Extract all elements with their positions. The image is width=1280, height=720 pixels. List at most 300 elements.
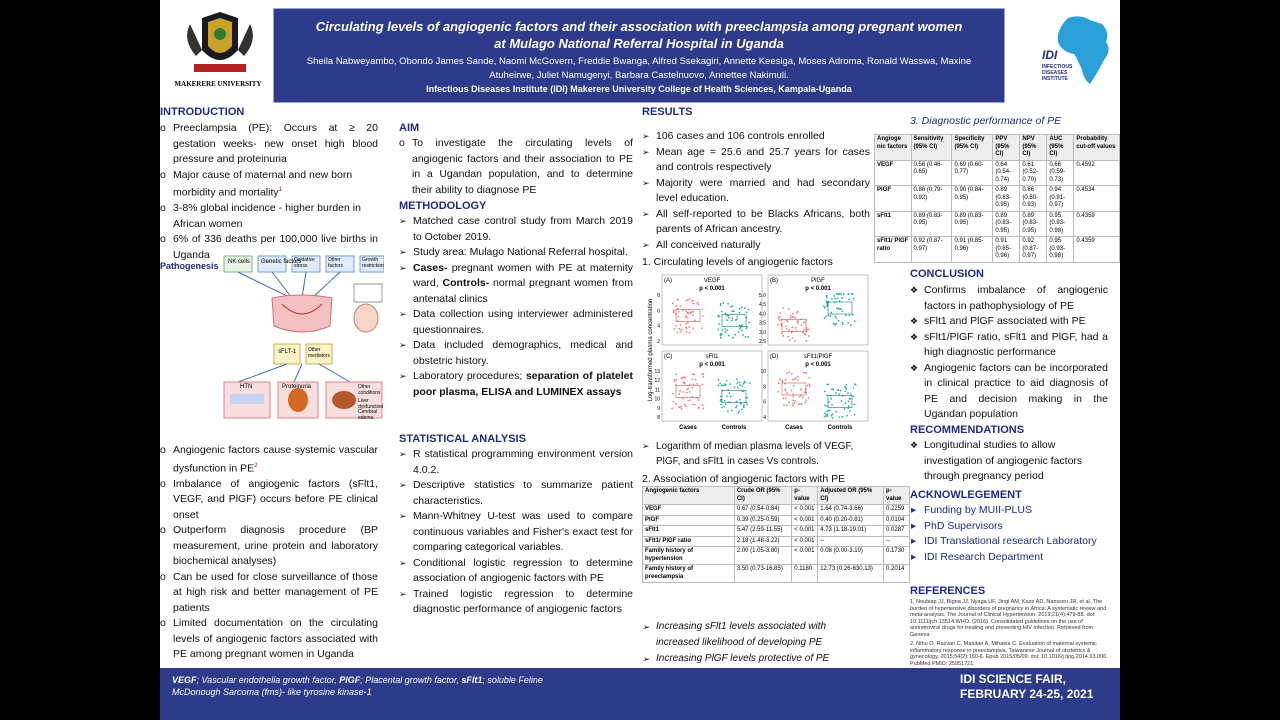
control-point <box>841 297 843 299</box>
control-point <box>831 298 833 300</box>
case-point <box>809 386 811 388</box>
control-point <box>830 398 832 400</box>
diagram-label: Liver dysfunction <box>358 398 384 410</box>
case-point <box>803 329 805 331</box>
control-point <box>743 405 745 407</box>
case-point <box>802 371 804 373</box>
control-point <box>720 304 722 306</box>
control-point <box>725 403 727 405</box>
control-point <box>824 412 826 414</box>
diagram-label: Cerebral edema <box>358 409 378 421</box>
case-point <box>680 377 682 379</box>
case-point <box>787 321 789 323</box>
case-point <box>788 329 790 331</box>
case-point <box>792 313 794 315</box>
diagram-label: Growth restriction <box>362 257 384 269</box>
recommendation-item: ❖ Longitudinal studies to allow investigation of angiogenic factors through pregnancy period <box>910 438 1110 485</box>
control-point <box>844 386 846 388</box>
control-point <box>722 302 724 304</box>
case-point <box>791 332 793 334</box>
case-point <box>804 392 806 394</box>
case-point <box>687 400 689 402</box>
case-point <box>681 329 683 331</box>
intro-item: o Outperform diagnosis procedure (BP measurement, urine protein and laboratory biochemical analyses) <box>160 523 378 570</box>
case-point <box>801 403 803 405</box>
control-point <box>726 319 728 321</box>
control-point <box>729 383 731 385</box>
control-point <box>848 293 850 295</box>
control-point <box>854 320 856 322</box>
case-point <box>685 377 687 379</box>
diag-table-cell: 0.4534 <box>1074 186 1120 212</box>
finding-item: ➢ Increasing sFlt1 levels associated with increased likelihood of developing PE <box>642 619 872 651</box>
assoc-table-cell: sFlt1 <box>643 526 735 537</box>
case-point <box>808 328 810 330</box>
control-point <box>845 314 847 316</box>
control-point <box>744 381 746 383</box>
stats-item: ➢ Mann-Whitney U-test was used to compare continuous variables and Fisher's exact test for comparing categorical variables. <box>399 509 633 556</box>
case-point <box>807 385 809 387</box>
conclusion-item: ❖ Confirms imbalance of angiogenic factors in pathophysiology of PE <box>910 283 1108 314</box>
control-point <box>855 384 857 386</box>
ack-item: ▸ Funding by MUII-PLUS <box>910 503 1110 519</box>
abbreviations: VEGF; Vascular endothelia growth factor, PlGF; Placental growth factor, sFlt1; soluble Feline McDonough Sarcoma (fms)- like tyrosine kinase-1 <box>172 675 543 697</box>
control-point <box>720 400 722 402</box>
control-point <box>838 320 840 322</box>
control-point <box>830 312 832 314</box>
assoc-table-cell: 2.18 (1.48-3.22) <box>734 536 791 547</box>
case-point <box>702 373 704 375</box>
control-point <box>732 337 734 339</box>
control-point <box>840 390 842 392</box>
results-item: ➢ Mean age = 25.6 and 25.7 years for cases and controls respectively <box>642 145 870 176</box>
control-point <box>726 315 728 317</box>
control-point <box>831 415 833 417</box>
case-point <box>799 396 801 398</box>
y-tick-label: 8 <box>657 293 660 299</box>
case-point <box>782 380 784 382</box>
diag-table-cell: 0.90 (0.84-0.95) <box>952 186 993 212</box>
y-tick-label: 4.5 <box>759 302 766 309</box>
assoc-table-cell: 0.40 (0.20-0.81) <box>818 515 884 526</box>
diag-table-cell: 0.95 (0.93-0.98) <box>1047 237 1074 263</box>
case-point <box>685 300 687 302</box>
assoc-table-cell: 0.08 (0.00-3.10) <box>818 547 884 565</box>
control-point <box>745 327 747 329</box>
control-point <box>741 385 743 387</box>
results-item: ➢ 106 cases and 106 controls enrolled <box>642 129 870 145</box>
diag-table-header: Probability cut-off values <box>1074 135 1120 161</box>
y-tick-label: 4.0 <box>759 311 766 318</box>
p-value-label: p < 0.001 <box>699 286 725 292</box>
diag-table-header: Sensitivity (95% CI) <box>911 135 952 161</box>
diag-table-cell: 0.89 (0.83-0.95) <box>993 211 1020 237</box>
case-point <box>702 376 704 378</box>
assoc-table-cell: 12.73 (0.26-630.13) <box>818 565 884 583</box>
control-point <box>746 397 748 399</box>
panel-title: sFlt1 <box>705 354 719 360</box>
case-point <box>791 337 793 339</box>
results-item: ➢ All self-reported to be Blacks Africans, both parents of African ancestry. <box>642 207 870 238</box>
control-point <box>836 307 838 309</box>
y-tick-label: 5.0 <box>759 293 766 299</box>
x-tick-label: Controls <box>827 425 853 431</box>
control-point <box>737 412 739 414</box>
case-point <box>691 387 693 389</box>
case-point <box>692 404 694 406</box>
control-point <box>724 312 726 314</box>
assoc-table-cell: 4.73 (1.18-19.01) <box>818 526 884 537</box>
diag-table-cell: 0.91 (0.85-0.96) <box>952 237 993 263</box>
case-point <box>692 315 694 317</box>
control-point <box>738 410 740 412</box>
control-point <box>746 311 748 313</box>
ack-item: ▸ IDI Translational research Laboratory <box>910 534 1110 550</box>
case-point <box>680 331 682 333</box>
control-point <box>727 303 729 305</box>
case-point <box>808 377 810 379</box>
case-point <box>687 388 689 390</box>
control-point <box>734 386 736 388</box>
case-point <box>673 379 675 381</box>
control-point <box>739 381 741 383</box>
control-point <box>726 395 728 397</box>
control-point <box>824 404 826 406</box>
stats-item: ➢ Conditional logistic regression to determine association of angiogenic factors with PE <box>399 556 633 587</box>
case-point <box>680 406 682 408</box>
case-point <box>685 315 687 317</box>
diag-table-cell: 0.94 (0.91-0.97) <box>1047 186 1074 212</box>
diagram-label: Proteinuria <box>282 384 312 390</box>
control-point <box>826 405 828 407</box>
case-point <box>795 327 797 329</box>
control-point <box>728 335 730 337</box>
poster-footer <box>160 668 1120 720</box>
statistical-analysis-heading: STATISTICAL ANALYSIS <box>399 433 526 445</box>
diag-table-cell: 0.4592 <box>1074 160 1120 186</box>
control-point <box>746 403 748 405</box>
case-point <box>686 323 688 325</box>
case-point <box>804 333 806 335</box>
case-point <box>676 379 678 381</box>
control-point <box>741 329 743 331</box>
case-point <box>686 331 688 333</box>
diagram-label: HTN <box>240 384 253 390</box>
diagram-label: Oxidative stress <box>294 257 315 269</box>
diag-table-cell: 0.64 (0.54-0.74) <box>993 160 1020 186</box>
makerere-logo-text: MAKERERE UNIVERSITY <box>174 80 262 88</box>
case-point <box>781 332 783 334</box>
case-point <box>785 325 787 327</box>
intro-item: o Preeclampsia (PE): Occurs at ≥ 20 gestation weeks- new onset high blood pressure and proteinuria <box>160 121 378 168</box>
assoc-table-row <box>643 536 910 547</box>
control-point <box>718 323 720 325</box>
diag-table-cell: 0.61 (0.52-0.70) <box>1020 160 1047 186</box>
case-point <box>680 305 682 307</box>
control-point <box>835 315 837 317</box>
diag-table-row <box>875 211 1120 237</box>
case-point <box>674 328 676 330</box>
case-point <box>790 390 792 392</box>
case-point <box>675 374 677 376</box>
control-point <box>727 410 729 412</box>
reference-item: 1. Noubiap JJ, Bigna JJ, Nyaga UF, Jingi AM, Kaze AD, Nansseu JR, et al. The burden of hypertensive disorders of pregnancy in Africa: A systematic review and meta-analysis. The Journal of Clinical Hypertension. 2019;21(4):479-88. doi: 10.1111/jch.13514.WHO. (2016). Consolidated guidelines on the use of antiretroviral drugs for treating and preventing HIV infection. Retrieved from Geneva: <box>910 599 1107 638</box>
assoc-table-header: Adjusted OR (95% CI) <box>818 487 884 505</box>
control-point <box>739 312 741 314</box>
case-point <box>678 406 680 408</box>
control-point <box>735 407 737 409</box>
case-point <box>788 371 790 373</box>
case-point <box>788 401 790 403</box>
case-point <box>790 317 792 319</box>
control-point <box>825 316 827 318</box>
stats-item: ➢ R statistical programming environment version 4.0.2. <box>399 447 633 478</box>
aim-text: o To investigate the circulating levels of angiogenic factors and their association to PE in a Ugandan population, and to determine their ability to diagnose PE <box>399 136 633 198</box>
results-list <box>642 129 870 253</box>
control-point <box>833 323 835 325</box>
control-point <box>831 404 833 406</box>
case-point <box>788 308 790 310</box>
case-point <box>802 396 804 398</box>
conclusion-item: ❖ sFlt1/PlGF ratio, sFlt1 and PlGF, had a high diagnostic performance <box>910 330 1108 361</box>
case-point <box>808 335 810 337</box>
case-point <box>805 340 807 342</box>
control-point <box>720 404 722 406</box>
control-point <box>830 315 832 317</box>
y-tick-label: 10 <box>654 396 660 403</box>
control-point <box>852 293 854 295</box>
ack-item: ▸ PhD Supervisors <box>910 519 1110 535</box>
case-point <box>689 391 691 393</box>
control-point <box>849 410 851 412</box>
y-tick-label: 13 <box>654 369 660 375</box>
control-point <box>841 400 843 402</box>
case-point <box>805 399 807 401</box>
assoc-table-row <box>643 526 910 537</box>
event-info <box>960 672 1115 702</box>
control-point <box>731 410 733 412</box>
control-point <box>736 405 738 407</box>
case-point <box>789 339 791 341</box>
methodology-list <box>399 214 633 400</box>
case-point <box>792 396 794 398</box>
diag-table-row <box>875 237 1120 263</box>
case-point <box>698 399 700 401</box>
control-point <box>739 384 741 386</box>
acknowledgement-list <box>910 503 1110 565</box>
control-point <box>824 317 826 319</box>
case-point <box>804 372 806 374</box>
diag-table-cell: 0.92 (0.87-0.97) <box>1020 237 1047 263</box>
aim-section <box>399 136 633 198</box>
poster-header <box>273 8 1005 103</box>
case-point <box>786 404 788 406</box>
case-point <box>687 317 689 319</box>
p-value-label: p < 0.001 <box>805 286 831 292</box>
conclusion-item: ❖ Angiogenic factors can be incorporated in clinical practice to aid diagnosis of PE and decision making in the Ugandan population <box>910 361 1108 423</box>
y-tick-label: 9 <box>657 405 660 412</box>
control-point <box>850 293 852 295</box>
assoc-table-cell: 3.50 (0.73-16.85) <box>734 565 791 583</box>
control-point <box>739 308 741 310</box>
control-point <box>835 392 837 394</box>
case-point <box>692 311 694 313</box>
authors-line-2: Atuheirwe, Juliet Namugenyi, Barbara Castelnuovo, Annettee Nakimuli. <box>489 70 789 81</box>
diag-table-cell: 0.4359 <box>1074 237 1120 263</box>
diag-table-cell: 0.66 (0.59-0.73) <box>1047 160 1074 186</box>
control-point <box>741 325 743 327</box>
y-tick-label: 3.0 <box>759 329 766 336</box>
case-point <box>686 392 688 394</box>
case-point <box>687 299 689 301</box>
assoc-table-cell: < 0.001 <box>792 505 818 516</box>
event-name: IDI SCIENCE FAIR, <box>960 672 1067 686</box>
case-point <box>689 383 691 385</box>
method-item: ➢ Data included demographics, medical and obstetric history. <box>399 338 633 369</box>
idi-logo-subtext: INFECTIOUS DISEASES INSTITUTE <box>1042 64 1073 82</box>
control-point <box>845 387 847 389</box>
introduction-list <box>160 121 378 263</box>
assoc-table-header: p-value <box>792 487 818 505</box>
diag-table-cell: 0.92 (0.87-0.97) <box>911 237 952 263</box>
finding-item: ➢ Increasing PlGF levels protective of PE <box>642 651 872 667</box>
control-point <box>854 414 856 416</box>
control-point <box>727 315 729 317</box>
assoc-table-cell: 0.1730 <box>884 547 910 565</box>
case-point <box>684 383 686 385</box>
case-point <box>678 316 680 318</box>
control-point <box>833 295 835 297</box>
control-point <box>848 299 850 301</box>
case-point <box>794 400 796 402</box>
y-tick-label: 8 <box>657 415 660 421</box>
control-point <box>846 415 848 417</box>
diag-table-cell: 0.86 (0.79-0.92) <box>911 186 952 212</box>
control-point <box>854 403 856 405</box>
case-point <box>797 322 799 324</box>
case-point <box>777 383 779 385</box>
diag-table-cell: 0.56 (0.46-0.65) <box>911 160 952 186</box>
case-point <box>679 390 681 392</box>
method-item: ➢ Study area: Mulago National Referral hospital. <box>399 245 633 261</box>
control-point <box>718 316 720 318</box>
chart-y-label: Log-transformed plasma concentration <box>648 298 654 402</box>
intro-item: o Can be used for close surveillance of those at high risk and better management of PE patients <box>160 570 378 617</box>
chart-caption: ➢ Logarithm of median plasma levels of VEGF, PlGF, and sFlt1 in cases Vs controls. <box>642 439 872 469</box>
case-point <box>792 399 794 401</box>
case-point <box>692 328 694 330</box>
control-point <box>841 310 843 312</box>
assoc-table-cell: 1.64 (0.74-3.66) <box>818 505 884 516</box>
y-tick-label: 2 <box>657 339 660 345</box>
control-point <box>736 319 738 321</box>
diag-table-header: NPV (95% CI) <box>1020 135 1047 161</box>
case-point <box>783 398 785 400</box>
control-point <box>838 308 840 310</box>
case-point <box>794 378 796 380</box>
diag-table-header: Angioge nic factors <box>875 135 912 161</box>
control-point <box>831 388 833 390</box>
control-point <box>843 293 845 295</box>
recommendations-heading: RECOMMENDATIONS <box>910 424 1025 436</box>
case-point <box>688 326 690 328</box>
control-point <box>837 389 839 391</box>
p-value-label: p < 0.001 <box>699 362 725 368</box>
method-item: ➢ Cases- pregnant women with PE at maternity ward, Controls- normal pregnant women from antenatal clinics <box>399 261 633 308</box>
control-point <box>720 395 722 397</box>
case-point <box>797 380 799 382</box>
control-point <box>826 394 828 396</box>
case-point <box>689 298 691 300</box>
case-point <box>796 312 798 314</box>
control-point <box>736 316 738 318</box>
method-item: ➢ Data collection using interviewer administered questionnaires. <box>399 307 633 338</box>
diag-table-header: Specificity (95% CI) <box>952 135 993 161</box>
case-point <box>687 322 689 324</box>
control-point <box>722 329 724 331</box>
title-line-1: Circulating levels of angiogenic factors and their association with preeclampsia among pregnant women <box>315 19 963 34</box>
case-point <box>692 302 694 304</box>
intro-item: o Limited documentation on the circulating levels of angiogenic factors associated with PE among pregnant women in Uganda <box>160 616 378 663</box>
y-tick-label: 3.5 <box>759 320 766 327</box>
conclusion-item: ❖ sFlt1 and PlGF associated with PE <box>910 314 1108 330</box>
assoc-table-row <box>643 565 910 583</box>
acknowledgement-heading: ACKNOWLEGEMENT <box>910 489 1022 501</box>
case-point <box>690 313 692 315</box>
case-point <box>675 325 677 327</box>
assoc-table-cell: 0.0104 <box>884 515 910 526</box>
case-point <box>691 300 693 302</box>
event-date: FEBRUARY 24-25, 2021 <box>960 687 1094 701</box>
intro-item: o Major cause of maternal and new born morbidity and mortality$^1$ <box>160 168 378 202</box>
control-point <box>835 411 837 413</box>
control-point <box>826 414 828 416</box>
case-point <box>677 332 679 334</box>
diag-table-row <box>875 186 1120 212</box>
case-point <box>778 318 780 320</box>
assoc-table-row <box>643 547 910 565</box>
control-point <box>826 297 828 299</box>
panel-label: (B) <box>770 278 778 284</box>
control-point <box>845 402 847 404</box>
y-tick-label: 8 <box>763 384 766 391</box>
control-point <box>824 307 826 309</box>
case-point <box>794 402 796 404</box>
control-point <box>742 334 744 336</box>
control-point <box>718 379 720 381</box>
assoc-table-header: p-value <box>884 487 910 505</box>
y-tick-label: 2.5 <box>759 339 766 345</box>
control-point <box>721 311 723 313</box>
control-point <box>828 409 830 411</box>
case-point <box>694 404 696 406</box>
assoc-table-cell: < 0.001 <box>792 536 818 547</box>
control-point <box>723 406 725 408</box>
case-point <box>681 408 683 410</box>
case-point <box>698 406 700 408</box>
diag-table-cell: 0.89 (0.83-0.95) <box>911 211 952 237</box>
case-point <box>690 399 692 401</box>
case-point <box>674 381 676 383</box>
x-tick-label: Controls <box>721 425 747 431</box>
control-point <box>720 303 722 305</box>
case-point <box>800 318 802 320</box>
case-point <box>794 317 796 319</box>
case-point <box>786 372 788 374</box>
ack-item: ▸ IDI Research Department <box>910 550 1110 566</box>
results-item: ➢ All conceived naturally <box>642 238 870 254</box>
control-point <box>740 403 742 405</box>
